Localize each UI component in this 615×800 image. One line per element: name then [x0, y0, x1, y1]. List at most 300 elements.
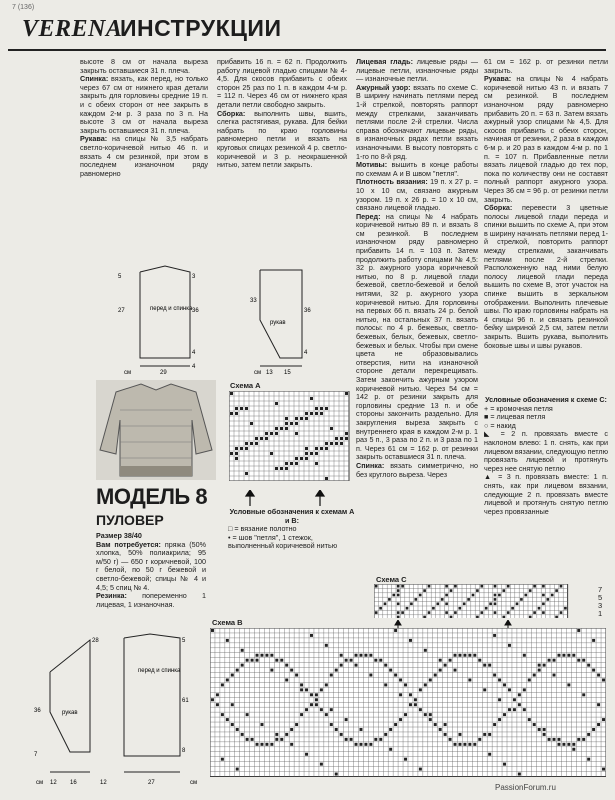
stitch-mark	[399, 678, 402, 681]
stitch-mark	[231, 674, 234, 677]
stitch-mark	[419, 688, 422, 691]
blank-cell-icon: □	[228, 524, 233, 534]
stitch-mark	[374, 738, 377, 741]
sleeve-label: рукав	[270, 320, 286, 326]
stitch-mark	[597, 723, 600, 726]
stitch-mark	[392, 594, 395, 597]
stitch-mark	[454, 654, 457, 657]
stitch-mark	[494, 602, 497, 605]
stitch-mark	[399, 718, 402, 721]
stitch-mark	[424, 713, 427, 716]
paragraph: 61 см = 162 р. от резинки петли закрыть.	[484, 58, 608, 75]
stitch-mark	[454, 611, 457, 614]
stitch-mark	[335, 437, 338, 440]
legend-text: = 3 п. провязать вместе: 1 п. снять, как при лицевом вязании, следующие 2 п. провязать вместе лицевой и протянуть снятую петлю через провязанные	[484, 472, 608, 516]
stitch-mark	[325, 407, 328, 410]
edge-stitch-icon: +	[484, 403, 489, 413]
stitch-mark	[587, 758, 590, 761]
stitch-mark	[409, 703, 412, 706]
stitch-mark	[280, 467, 283, 470]
stitch-mark	[236, 768, 239, 771]
stitch-mark	[489, 602, 492, 605]
dim-value: 8	[182, 748, 186, 754]
stitch-mark	[255, 437, 258, 440]
model-heading	[96, 484, 207, 510]
paragraph-text: вязать по схеме С. В ширину начинать петлями перед 1-й стрелкой, повторять раппорт между стрелками, заканчивать петлями после 2-й стрелки. Числа справа обозначают лицевые ряды, в изнаночных рядах петли вязать изнаночными. В высоту повторять с 1-го по 8-й ряд.	[356, 82, 478, 161]
stitch-mark	[245, 472, 248, 475]
stitch-mark	[270, 669, 273, 672]
stitch-mark	[275, 402, 278, 405]
stitch-mark	[364, 743, 367, 746]
stitch-mark	[246, 659, 249, 662]
stitch-mark	[406, 607, 409, 610]
paragraph	[484, 75, 608, 204]
stitch-mark	[369, 654, 372, 657]
stitch-mark	[305, 753, 308, 756]
dim-unit: см	[124, 370, 132, 376]
paragraph-text: пряжа (50% хлопка, 50% полиакрила; 95 м/50 г) — 650 г коричневой, 100 г белой, по 50 г бежевой и светло-бежевой; спицы № 4 и 4,5; 5 спиц № 4.	[96, 539, 206, 592]
stitch-mark	[340, 664, 343, 667]
stitch-mark	[275, 738, 278, 741]
stitch-mark	[450, 589, 453, 592]
stitch-mark	[445, 585, 448, 588]
stitch-mark	[245, 442, 248, 445]
paragraph	[356, 213, 478, 462]
stitch-mark	[305, 447, 308, 450]
stitch-mark	[582, 659, 585, 662]
pattern-schematic-top	[80, 262, 316, 382]
stitch-mark	[235, 412, 238, 415]
stitch-mark	[221, 758, 224, 761]
dim-value: 5	[118, 274, 122, 280]
stitch-mark	[300, 457, 303, 460]
stitch-mark	[270, 654, 273, 657]
stitch-mark	[449, 659, 452, 662]
stitch-mark	[577, 629, 580, 632]
paragraph-heading: Спинка:	[356, 460, 385, 470]
stitch-mark	[454, 743, 457, 746]
stitch-cross-icon: •	[228, 532, 231, 542]
stitch-mark	[493, 723, 496, 726]
paragraph	[356, 178, 478, 212]
paragraph-heading: Лицевая гладь:	[356, 58, 413, 66]
stitch-mark	[260, 743, 263, 746]
stitch-mark	[423, 616, 426, 618]
stitch-mark	[241, 733, 244, 736]
model-requirements	[96, 532, 206, 614]
stitch-mark	[414, 598, 417, 601]
paragraph-heading: Плотность вязания:	[356, 177, 428, 187]
stitch-mark	[419, 708, 422, 711]
stitch-mark	[553, 674, 556, 677]
paragraph-text: вязать симметрично, но без круглого выреза. Через	[356, 460, 478, 479]
stitch-mark	[251, 659, 254, 662]
stitch-mark	[439, 659, 442, 662]
stitch-mark	[315, 462, 318, 465]
stitch-mark	[463, 654, 466, 657]
stitch-mark	[231, 723, 234, 726]
legend-scheme-c	[484, 396, 608, 586]
paragraph-heading: Рукава:	[484, 74, 512, 84]
stitch-mark	[439, 669, 442, 672]
stitch-mark	[516, 602, 519, 605]
stitch-mark	[335, 669, 338, 672]
dim-value: 5	[182, 638, 186, 644]
stitch-mark	[424, 649, 427, 652]
stitch-mark	[429, 713, 432, 716]
stitch-mark	[473, 743, 476, 746]
legend-item	[228, 534, 356, 551]
row-number: 1	[598, 609, 603, 618]
paragraph	[356, 84, 478, 161]
stitch-mark	[597, 674, 600, 677]
stitch-mark	[280, 659, 283, 662]
text-column-2	[217, 58, 347, 258]
stitch-mark	[315, 447, 318, 450]
stitch-mark	[285, 422, 288, 425]
stitch-mark	[315, 412, 318, 415]
stitch-mark	[488, 733, 491, 736]
stitch-mark	[275, 659, 278, 662]
watermark: PassionForum.ru	[495, 783, 556, 792]
stitch-mark	[538, 728, 541, 731]
stitch-mark	[513, 698, 516, 701]
dim-value: 36	[304, 308, 311, 314]
dim-value: 4	[192, 364, 196, 370]
stitch-mark	[250, 422, 253, 425]
stitch-mark	[394, 674, 397, 677]
paragraph	[356, 462, 478, 479]
legend-item	[484, 473, 608, 516]
stitch-mark	[503, 683, 506, 686]
stitch-mark	[240, 447, 243, 450]
stitch-mark	[533, 585, 536, 588]
legend-title: Условные обозначения к схеме С:	[485, 396, 607, 404]
stitch-mark	[560, 611, 563, 614]
stitch-mark	[384, 733, 387, 736]
stitch-mark	[379, 659, 382, 662]
scheme-c-grid	[374, 584, 594, 618]
stitch-mark	[542, 611, 545, 614]
dim-value: 12	[50, 780, 57, 786]
stitch-mark	[211, 698, 214, 701]
stitch-mark	[582, 693, 585, 696]
sleeve-outline	[260, 270, 302, 358]
stitch-mark	[582, 738, 585, 741]
paragraph-text: на спицы № 4 набрать коричневой нитью 89 п. и вязать 8 см резинкой. В последнем изнаночном ряду равномерно прибавить 14 п. = 103 п. Затем продолжить работу спицами № 4,5: 32 р. ажурного узора коричневой нитью, по 8 р. лицевой глади бежевой, светло-бежевой и белой нитями, 32 р. ажурного узора коричневой нитью. Для горловины на первых 66 п. вязать 24 р. белой нитью, на остальных 37 п. вязать полосы: по 4 р. бежевых, светло-бежевых, белых, бежевых, светло-бежевых и белых. Чтобы при смене цвета не образовывались отверстия, нити на изнаночной стороне детали перекрещивать. Затем закончить ажурным узором коричневой нитью. Через 54 см = 142 р. от резинки закрыть для горловины средние 13 п. и обе стороны закончить раздельно. Для закругления выреза закрыть с внутреннего края в каждом 2-м р. 1 раз 5 п., 3 раза по 2 п. и 3 раза по 1 п. Через 61 см = 162 р. от резинки закрыть оставшиеся 31 п. плеча.	[356, 211, 478, 462]
stitch-mark	[564, 607, 567, 610]
stitch-mark	[397, 602, 400, 605]
stitch-mark	[444, 664, 447, 667]
stitch-mark	[468, 743, 471, 746]
paragraph-text: на спицы № 3,5 набрать светло-коричневой нитью 46 п. и вязать 4 см резинкой, при этом в последнем изнаночном ряду равномерно	[80, 134, 208, 178]
scheme-a-arrows	[240, 490, 340, 506]
scheme-b-grid	[210, 628, 606, 780]
paragraph-text: вязать, как перед, но только через 67 см от нижнего края детали закрыть для горловины средние 19 п. и с обеих сторон от нее закрыть в каждом 2-м р. 3 раза по 3 п. На высоте 3 см от начала выреза закрыть оставшиеся 31 п. плеча.	[80, 74, 208, 135]
dim-value: 16	[70, 780, 77, 786]
stitch-mark	[330, 674, 333, 677]
stitch-mark	[305, 412, 308, 415]
dim-value: 12	[100, 780, 107, 786]
stitch-mark	[325, 644, 328, 647]
stitch-mark	[300, 688, 303, 691]
dim-value: 27	[148, 780, 155, 786]
stitch-mark	[572, 654, 575, 657]
stitch-mark	[260, 654, 263, 657]
dim-value: 28	[92, 638, 99, 644]
stitch-mark	[256, 743, 259, 746]
stitch-mark	[602, 678, 605, 681]
stitch-mark	[275, 432, 278, 435]
stitch-mark	[231, 703, 234, 706]
stitch-mark	[397, 611, 400, 614]
stitch-mark	[226, 678, 229, 681]
stitch-mark	[445, 594, 448, 597]
stitch-mark	[467, 598, 470, 601]
stitch-mark	[241, 649, 244, 652]
stitch-mark	[572, 743, 575, 746]
stitch-mark	[409, 639, 412, 642]
paragraph	[96, 592, 206, 609]
stitch-mark	[384, 664, 387, 667]
stitch-mark	[320, 407, 323, 410]
stitch-mark	[359, 654, 362, 657]
stitch-mark	[542, 594, 545, 597]
stitch-mark	[335, 773, 338, 776]
dim-value: 36	[192, 308, 199, 314]
stitch-mark	[221, 683, 224, 686]
stitch-mark	[235, 407, 238, 410]
stitch-mark	[404, 713, 407, 716]
stitch-mark	[458, 607, 461, 610]
paragraph-text: 19 п. х 27 р. = 10 х 10 см, связано ажурным узором. 19 п. х 26 р. = 10 х 10 см, связано лицевой гладью.	[356, 177, 478, 213]
stitch-mark	[528, 678, 531, 681]
legend-text: = 2 п. провязать вместе с наклоном влево: 1 п. снять, как при лицевом вязании, следующую петлю провязать лицевой и протянуть через нее снятую петлю	[484, 429, 608, 473]
stitch-mark	[335, 442, 338, 445]
stitch-mark	[439, 728, 442, 731]
stitch-mark	[449, 738, 452, 741]
dim-value: 27	[118, 308, 125, 314]
stitch-mark	[295, 457, 298, 460]
stitch-mark	[285, 462, 288, 465]
paragraph-heading: Сборка:	[217, 108, 246, 118]
stitch-mark	[260, 723, 263, 726]
stitch-mark	[270, 743, 273, 746]
stitch-mark	[480, 585, 483, 588]
stitch-mark	[553, 659, 556, 662]
stitch-mark	[345, 432, 348, 435]
stitch-mark	[548, 738, 551, 741]
stitch-mark	[513, 708, 516, 711]
stitch-mark	[260, 437, 263, 440]
stitch-mark	[538, 607, 541, 610]
stitch-mark	[355, 654, 358, 657]
stitch-mark	[542, 585, 545, 588]
stitch-mark	[434, 674, 437, 677]
stitch-mark	[240, 407, 243, 410]
stitch-mark	[404, 683, 407, 686]
stitch-mark	[295, 432, 298, 435]
stitch-mark	[340, 733, 343, 736]
stitch-mark	[350, 659, 353, 662]
stitch-mark	[454, 669, 457, 672]
stitch-mark	[305, 688, 308, 691]
stitch-mark	[226, 639, 229, 642]
stitch-mark	[345, 738, 348, 741]
stitch-mark	[245, 447, 248, 450]
front-back-label: перед и спинка	[150, 306, 193, 312]
paragraph	[356, 58, 478, 84]
stitch-mark	[414, 703, 417, 706]
paragraph: прибавить 16 п. = 62 п. Продолжить работу лицевой гладью спицами № 4-4,5. Для скосов прибавить с обеих сторон 25 раз по 1 п. в каждом 4-м р. = 112 п. Через 46 см от нижнего края детали петли свободно закрыть.	[217, 58, 347, 109]
stitch-mark	[478, 659, 481, 662]
stitch-mark	[320, 447, 323, 450]
stitch-mark	[488, 664, 491, 667]
stitch-mark	[533, 674, 536, 677]
stitch-mark	[315, 407, 318, 410]
stitch-mark	[320, 708, 323, 711]
stitch-mark	[270, 452, 273, 455]
stitch-mark	[562, 654, 565, 657]
stitch-mark	[388, 598, 391, 601]
row-number: 7	[598, 585, 603, 594]
stitch-mark	[340, 654, 343, 657]
stitch-mark	[511, 607, 514, 610]
stitch-mark	[434, 723, 437, 726]
stitch-mark	[473, 654, 476, 657]
stitch-mark	[359, 743, 362, 746]
stitch-mark	[507, 611, 510, 614]
stitch-mark	[450, 616, 453, 618]
stitch-mark	[374, 659, 377, 662]
stitch-mark	[567, 654, 570, 657]
stitch-mark	[508, 644, 511, 647]
stitch-mark	[290, 422, 293, 425]
stitch-mark	[518, 773, 521, 776]
stitch-mark	[444, 723, 447, 726]
stitch-mark	[529, 616, 532, 618]
stitch-mark	[428, 611, 431, 614]
stitch-mark	[389, 748, 392, 751]
stitch-mark	[330, 442, 333, 445]
stitch-mark	[587, 664, 590, 667]
stitch-mark	[592, 639, 595, 642]
stitch-mark	[538, 669, 541, 672]
stitch-mark	[375, 611, 378, 614]
stitch-mark	[275, 467, 278, 470]
stitch-mark	[251, 738, 254, 741]
paragraph-text: лицевые ряды — лицевые петли, изнаночные ряды — изнаночные петли.	[356, 58, 478, 84]
row-number: 3	[598, 601, 603, 610]
stitch-mark	[270, 432, 273, 435]
stitch-mark	[502, 616, 505, 618]
size-heading: Размер 38/40	[96, 532, 142, 540]
stitch-mark	[364, 654, 367, 657]
stitch-mark	[226, 718, 229, 721]
stitch-mark	[472, 594, 475, 597]
sleeve-label: рукав	[62, 710, 78, 716]
left-decrease-icon: ◣	[484, 429, 495, 439]
text-column-3	[356, 58, 478, 578]
stitch-mark	[494, 585, 497, 588]
stitch-mark	[429, 718, 432, 721]
stitch-mark	[295, 422, 298, 425]
stitch-mark	[285, 733, 288, 736]
stitch-mark	[345, 437, 348, 440]
paragraph-heading: Резинка:	[96, 591, 127, 601]
stitch-mark	[502, 589, 505, 592]
stitch-mark	[602, 768, 605, 771]
stitch-mark	[553, 738, 556, 741]
stitch-mark	[325, 442, 328, 445]
stitch-mark	[428, 585, 431, 588]
stitch-mark	[551, 594, 554, 597]
stitch-mark	[250, 442, 253, 445]
stitch-mark	[488, 753, 491, 756]
stitch-mark	[577, 659, 580, 662]
stitch-mark	[290, 462, 293, 465]
stitch-mark	[520, 598, 523, 601]
stitch-mark	[524, 594, 527, 597]
stitch-mark	[498, 718, 501, 721]
stitch-mark	[375, 585, 378, 588]
stitch-mark	[409, 693, 412, 696]
paragraph	[80, 75, 208, 135]
stitch-mark	[394, 723, 397, 726]
paragraph-heading: Сборка:	[484, 203, 513, 213]
legend-text: = накид	[490, 420, 516, 430]
stitch-mark	[325, 683, 328, 686]
stitch-mark	[518, 703, 521, 706]
stitch-mark	[476, 616, 479, 618]
stitch-mark	[285, 678, 288, 681]
stitch-mark	[414, 698, 417, 701]
stitch-mark	[340, 442, 343, 445]
stitch-mark	[542, 602, 545, 605]
stitch-mark	[305, 457, 308, 460]
arrow-head-icon	[505, 620, 511, 625]
stitch-mark	[355, 664, 358, 667]
stitch-mark	[285, 467, 288, 470]
stitch-mark	[480, 611, 483, 614]
stitch-mark	[602, 718, 605, 721]
yarn-over-icon: ○	[484, 420, 489, 430]
page-mark: 7 (136)	[12, 4, 35, 11]
knit-stitch-icon: ■	[484, 412, 489, 422]
stitch-mark	[235, 447, 238, 450]
stitch-mark	[275, 427, 278, 430]
stitch-mark	[320, 763, 323, 766]
stitch-mark	[401, 611, 404, 614]
paragraph-heading: Спинка:	[80, 74, 109, 84]
stitch-mark	[557, 743, 560, 746]
stitch-mark	[236, 728, 239, 731]
dim-unit: см	[190, 780, 198, 786]
stitch-mark	[315, 452, 318, 455]
stitch-mark	[555, 589, 558, 592]
stitch-mark	[310, 412, 313, 415]
dim-value: 4	[192, 350, 196, 356]
stitch-mark	[432, 607, 435, 610]
stitch-mark	[379, 738, 382, 741]
stitch-mark	[290, 743, 293, 746]
arrow-head-icon	[316, 490, 324, 496]
stitch-mark	[494, 598, 497, 601]
paragraph-heading: Мотивы:	[356, 160, 388, 170]
stitch-mark	[315, 698, 318, 701]
stitch-mark	[548, 659, 551, 662]
stitch-mark	[389, 669, 392, 672]
